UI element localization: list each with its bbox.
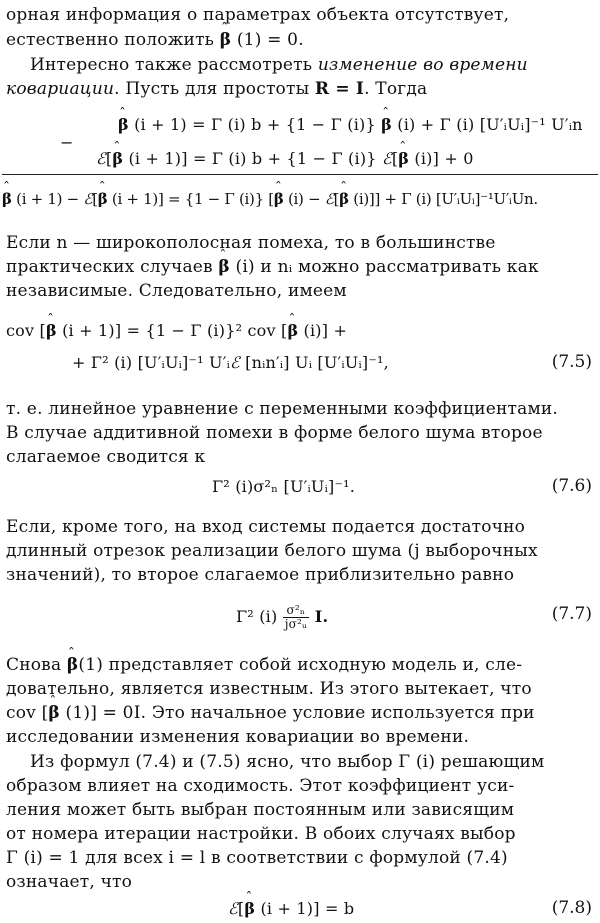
text-line: Интересно также рассмотреть изменение во времени — [30, 55, 528, 75]
text-line: значений), то второе слагаемое приблизительно равно — [6, 565, 515, 585]
text-line: Если, кроме того, на вход системы подается достаточно — [6, 517, 526, 537]
text-line: т. е. линейное уравнение с переменными коэффициентами. — [6, 399, 559, 419]
fraction: $\frac{\text{σ²ₙ}}{\text{jσ²ᵤ}}$ — [284, 603, 308, 631]
equation-line: + Γ² (i) [U′ᵢUᵢ]⁻¹ U′ᵢℰ [nᵢn′ᵢ] Uᵢ [U′ᵢUᵢ]⁻¹, — [72, 353, 389, 372]
text-line: Снова ˆ β(1) представляет собой исходную модель и, сле- — [6, 654, 522, 676]
equation-line: ℰ[ˆ β (i + 1)] = Γ (i) b + {1 − Γ (i)} ℰ[ˆ β (i)] + 0 — [96, 148, 474, 170]
text-line: практических случаев ˆ β (i) и nᵢ можно рассматривать как — [6, 256, 539, 278]
equation-rule — [2, 174, 598, 175]
equation-number: (7.7) — [551, 604, 592, 624]
minus-sign: − — [60, 133, 74, 152]
text-line: ления может быть выбран постоянным или зависящим — [6, 800, 515, 820]
text-line: cov [ˆ β (1)] = 0I. Это начальное условие используется при — [6, 702, 535, 724]
text-line: Γ (i) = 1 для всех i = l в соответствии с формулой (7.4) — [6, 848, 508, 868]
equation-line: Γ² (i) $\frac{\text{σ²ₙ}}{\text{jσ²ᵤ}}$ I. — [236, 603, 329, 631]
text-line: образом влияет на сходимость. Этот коэффициент уси- — [6, 776, 515, 796]
equation-number: (7.6) — [551, 476, 592, 496]
equation-line: Γ² (i)σ²ₙ [U′ᵢUᵢ]⁻¹. — [212, 477, 356, 496]
text-line: орная информация о параметрах объекта отсутствует, — [6, 5, 510, 25]
equation-number: (7.8) — [551, 898, 592, 918]
text-line: довательно, является известным. Из этого вытекает, что — [6, 679, 532, 699]
text-line: от номера итерации настройки. В обоих случаях выбор — [6, 824, 516, 844]
text-line: ковариации. Пусть для простоты R = I. Тогда — [6, 79, 428, 99]
text-line: В случае аддитивной помехи в форме белого шума второе — [6, 423, 543, 443]
text-line: означает, что — [6, 872, 133, 892]
text-line: независимые. Следовательно, имеем — [6, 281, 347, 301]
equation-line: ˆ β (i + 1) − ℰ[ˆ β (i + 1)] = {1 − Γ (i)} [ˆ β (i) − ℰ[ˆ β (i)]] + Γ (i) [U′ᵢUᵢ]⁻¹U′ᵢUn. — [2, 188, 538, 210]
text-line: исследовании изменения ковариации во времени. — [6, 727, 470, 747]
text-line: длинный отрезок реализации белого шума (j выборочных — [6, 541, 538, 561]
text-line: слагаемое сводится к — [6, 447, 206, 467]
text-line: Если n — широкополосная помеха, то в большинстве — [6, 233, 496, 253]
equation-line: cov [ˆ β (i + 1)] = {1 − Γ (i)}² cov [ˆ β (i)] + — [6, 320, 347, 342]
equation-line: ˆ β (i + 1) = Γ (i) b + {1 − Γ (i)} ˆ β (i) + Γ (i) [U′ᵢUᵢ]⁻¹ U′ᵢn — [118, 114, 583, 136]
text-line: естественно положить ˆ β (1) = 0. — [6, 29, 304, 51]
equation-line: ℰ[ˆ β (i + 1)] = b — [228, 898, 354, 920]
equation-number: (7.5) — [551, 352, 592, 372]
text-line: Из формул (7.4) и (7.5) ясно, что выбор Γ (i) решающим — [30, 752, 545, 772]
